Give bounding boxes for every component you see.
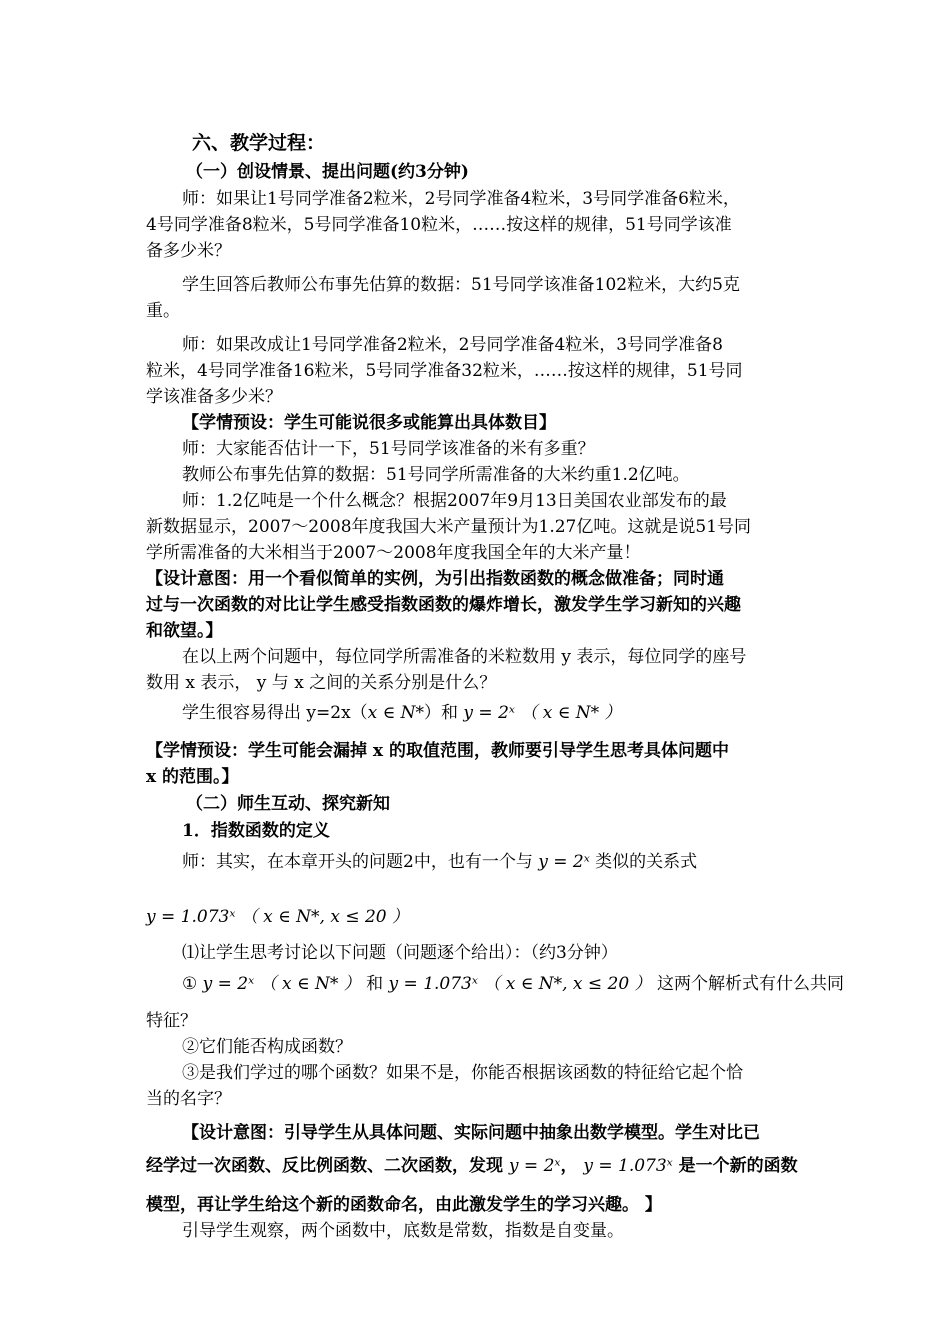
paragraph-line: 学生回答后教师公布事先估算的数据：51号同学该准备102粒米，大约5克 bbox=[182, 275, 740, 295]
paragraph-line: 引导学生观察，两个函数中，底数是常数，指数是自变量。 bbox=[182, 1221, 624, 1241]
paragraph-line: 重。 bbox=[146, 301, 180, 321]
paragraph-line: 教师公布事先估算的数据：51号同学所需准备的大米约重1.2亿吨。 bbox=[182, 465, 690, 485]
design-intent: 和欲望。】 bbox=[146, 621, 223, 641]
formula-line: 师：其实，在本章开头的问题2中，也有一个与 y = 2ˣ 类似的关系式 bbox=[182, 852, 698, 872]
paragraph-line: ②它们能否构成函数？ bbox=[182, 1037, 352, 1057]
subsection-item: 1．指数函数的定义 bbox=[182, 821, 330, 841]
subsection-title-2: （二）师生互动、探究新知 bbox=[186, 794, 390, 814]
preset-note: 【学情预设：学生可能说很多或能算出具体数目】 bbox=[182, 413, 556, 433]
formula: y = 1.073ˣ （ x ∈ N*, x ≤ 20 ） bbox=[146, 907, 410, 927]
paragraph-line: 师：如果改成让1号同学准备2粒米，2号同学准备4粒米，3号同学准备8 bbox=[182, 335, 723, 355]
paragraph-line: 学所需准备的大米相当于2007～2008年度我国全年的大米产量！ bbox=[146, 543, 641, 563]
paragraph-line: 数用 x 表示， y 与 x 之间的关系分别是什么？ bbox=[146, 673, 497, 693]
paragraph-line: 学该准备多少米？ bbox=[146, 387, 282, 407]
paragraph-line: ③是我们学过的哪个函数？如果不是，你能否根据该函数的特征给它起个恰 bbox=[182, 1063, 743, 1083]
design-intent: 模型，再让学生给这个新的函数命名，由此激发学生的学习兴趣。 】 bbox=[146, 1195, 662, 1215]
paragraph-line: 备多少米？ bbox=[146, 241, 231, 261]
design-intent: 【设计意图：引导学生从具体问题、实际问题中抽象出数学模型。学生对比已 bbox=[182, 1123, 760, 1143]
paragraph-line: ⑴让学生思考讨论以下问题（问题逐个给出）：（约3分钟） bbox=[182, 943, 618, 963]
section-title: 六、教学过程： bbox=[192, 132, 326, 154]
preset-note: x 的范围。】 bbox=[146, 767, 239, 787]
paragraph-line: 师：大家能否估计一下，51号同学该准备的米有多重？ bbox=[182, 439, 595, 459]
formula-line: 学生很容易得出 y=2x（x ∈ N*）和 y = 2ˣ （ x ∈ N* ） bbox=[182, 703, 622, 723]
paragraph-line: 师：如果让1号同学准备2粒米，2号同学准备4粒米，3号同学准备6粒米， bbox=[182, 189, 740, 209]
design-intent: 【设计意图：用一个看似简单的实例，为引出指数函数的概念做准备；同时通 bbox=[146, 569, 724, 589]
paragraph-line: 师：1.2亿吨是一个什么概念？根据2007年9月13日美国农业部发布的最 bbox=[182, 491, 727, 511]
preset-note: 【学情预设：学生可能会漏掉 x 的取值范围，教师要引导学生思考具体问题中 bbox=[146, 741, 729, 761]
paragraph-line: 4号同学准备8粒米，5号同学准备10粒米，……按这样的规律，51号同学该准 bbox=[146, 215, 732, 235]
design-intent: 过与一次函数的对比让学生感受指数函数的爆炸增长，激发学生学习新知的兴趣 bbox=[146, 595, 741, 615]
paragraph-line: 当的名字？ bbox=[146, 1089, 231, 1109]
paragraph-line: 在以上两个问题中，每位同学所需准备的米粒数用 y 表示，每位同学的座号 bbox=[182, 647, 747, 667]
subsection-title-1: （一）创设情景、提出问题(约3分钟) bbox=[186, 162, 469, 182]
paragraph-line: 新数据显示，2007～2008年度我国大米产量预计为1.27亿吨。这就是说51号同 bbox=[146, 517, 752, 537]
paragraph-line: 特征？ bbox=[146, 1011, 197, 1031]
paragraph-line: 粒米，4号同学准备16粒米，5号同学准备32粒米，……按这样的规律，51号同 bbox=[146, 361, 743, 381]
formula-line: ① y = 2ˣ （ x ∈ N* ） 和 y = 1.073ˣ （ x ∈ N*, x ≤ 20 ） 这两个解析式有什么共同 bbox=[182, 974, 844, 994]
document-page bbox=[146, 128, 844, 1244]
design-intent: 经学过一次函数、反比例函数、二次函数，发现 y = 2ˣ， y = 1.073ˣ 是一个新的函数 bbox=[146, 1156, 798, 1176]
